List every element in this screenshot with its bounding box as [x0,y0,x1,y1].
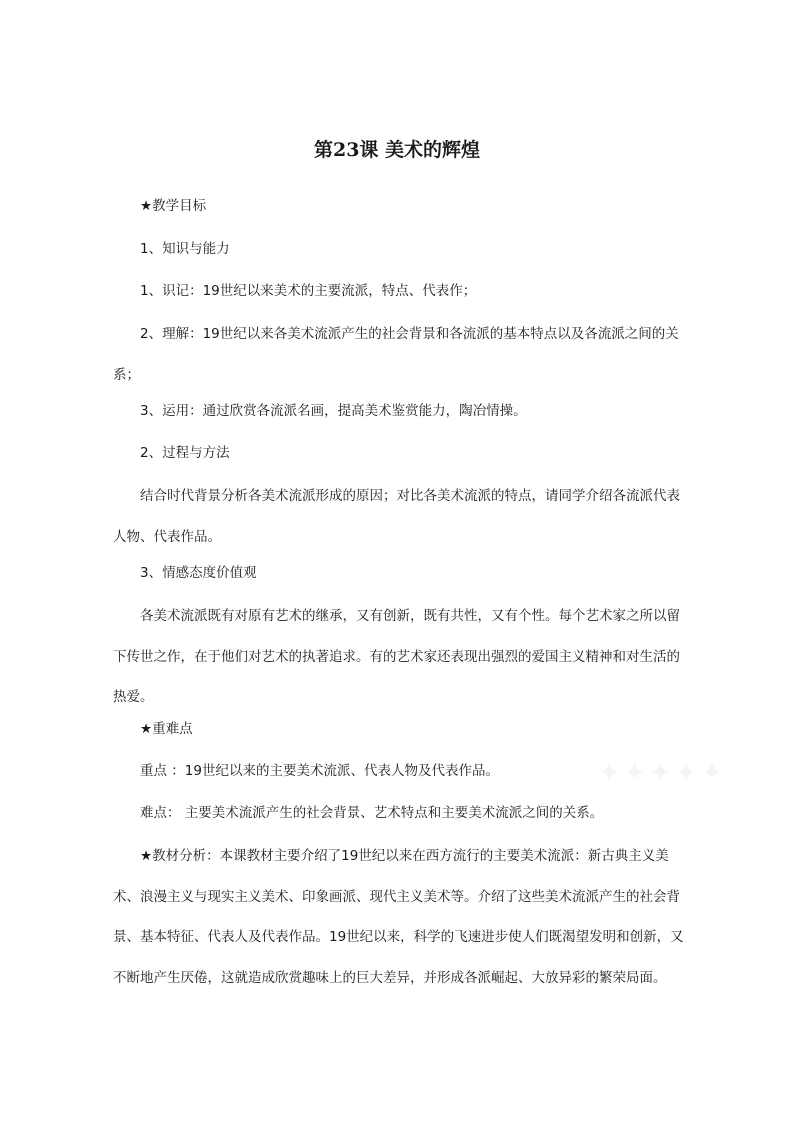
section-heading-keypoints: ★重难点 [140,721,193,737]
subheading-attitude: 3、情感态度价值观 [140,565,257,581]
paragraph-attitude: 各美术流派既有对原有艺术的继承，又有创新，既有共性，又有个性。每个艺术家之所以留下传世之作，在于他们对艺术的执著追求。有的艺术家还表现出强烈的爱国主义精神和对生活的热爱。 [113,608,680,705]
paragraph-understand: 2、理解：19世纪以来各美术流派产生的社会背景和各流派的基本特点以及各流派之间的关系； [113,326,679,383]
paragraph-process: 结合时代背景分析各美术流派形成的原因；对比各美术流派的特点，请同学介绍各流派代表人物、代表作品。 [113,488,680,545]
subheading-process: 2、过程与方法 [140,445,230,461]
watermark: ✦✦✦✦✦ [598,758,727,788]
paragraph-memorize: 1、识记：19世纪以来美术的主要流派，特点、代表作； [140,283,477,299]
paragraph-key-point: 重点 ：19世纪以来的主要美术流派、代表人物及代表作品。 [140,763,499,779]
section-heading-objectives: ★教学目标 [140,198,207,214]
paragraph-difficult-point: 难点： 主要美术流派产生的社会背景、艺术特点和主要美术流派之间的关系。 [140,805,604,821]
page-title: 第23课 美术的辉煌 [313,139,481,161]
paragraph-apply: 3、运用：通过欣赏各流派名画，提高美术鉴赏能力，陶冶情操。 [140,403,527,419]
subheading-knowledge: 1、知识与能力 [140,241,230,257]
paragraph-material-analysis: ★教材分析：本课教材主要介绍了19世纪以来在西方流行的主要美术流派：新古典主义美术、浪漫主义与现实主义美术、印象画派、现代主义美术等。介绍了这些美术流派产生的社会背景、基本特征、代表人及代表作品。19世纪以来，科学的飞速进步使人们既渴望发明和创新，又不断地产生厌倦，这就造成欣赏趣味上的巨大差异，并形成各派崛起、大放异彩的繁荣局面。 [113,848,684,986]
